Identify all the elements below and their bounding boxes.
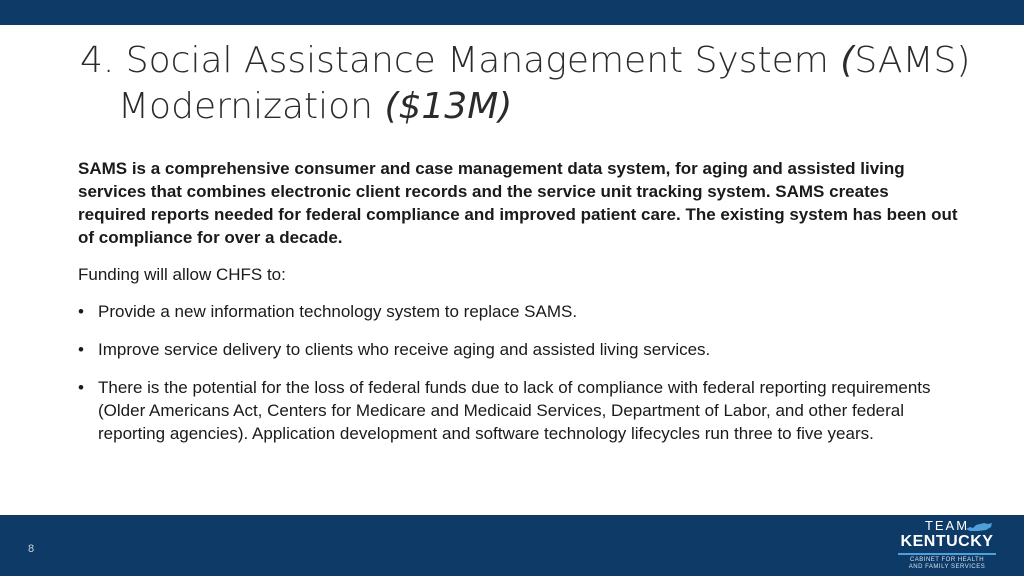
title-line2-italic: ($13M) (384, 86, 513, 127)
slide-title (80, 38, 980, 130)
bullet-text: Provide a new information technology system to replace SAMS. (98, 302, 578, 321)
title-line2-start: Modernization (118, 86, 385, 127)
kentucky-map-icon (964, 521, 994, 533)
bullet-text: Improve service delivery to clients who receive aging and assisted living services. (98, 340, 711, 359)
bullet-marker: • (78, 378, 84, 397)
page-number: 8 (28, 543, 35, 555)
logo-state-text: KENTUCKY (900, 533, 994, 550)
list-item (78, 376, 958, 445)
bullet-list (78, 300, 958, 445)
logo-subtitle-2: AND FAMILY SERVICES (908, 564, 986, 570)
slide-body (78, 157, 958, 460)
logo-divider (898, 553, 996, 555)
logo-team-text: TEAM (924, 518, 970, 533)
title-line1-italic: ( (840, 40, 855, 81)
team-kentucky-logo (892, 519, 1002, 574)
bullet-text: There is the potential for the loss of federal funds due to lack of compliance with federal reporting requirements (Older Americans Act, Centers for Medicare and Medicaid Services, Department of Labor, and other federal reporting agencies). Application development and software technology lifecycles run three to five years. (98, 378, 931, 443)
lead-text: Funding will allow CHFS to: (78, 265, 286, 284)
list-item (78, 300, 958, 323)
bullet-marker: • (78, 302, 84, 321)
top-banner (0, 0, 1024, 25)
title-line2 (80, 84, 980, 130)
footer-band (0, 515, 1024, 576)
title-line1-start: 4. Social Assistance Management System (80, 40, 841, 81)
title-line1-end: SAMS) (854, 40, 971, 81)
list-item (78, 338, 958, 361)
logo-subtitle-1: CABINET FOR HEALTH (909, 557, 985, 563)
bullet-marker: • (78, 340, 84, 359)
intro-paragraph: SAMS is a comprehensive consumer and case management data system, for aging and assisted living services that combines electronic client records and the service unit tracking system. SAMS creates required reports needed for federal compliance and improved patient care. The existing system has been out of compliance for over a decade. (78, 159, 958, 247)
